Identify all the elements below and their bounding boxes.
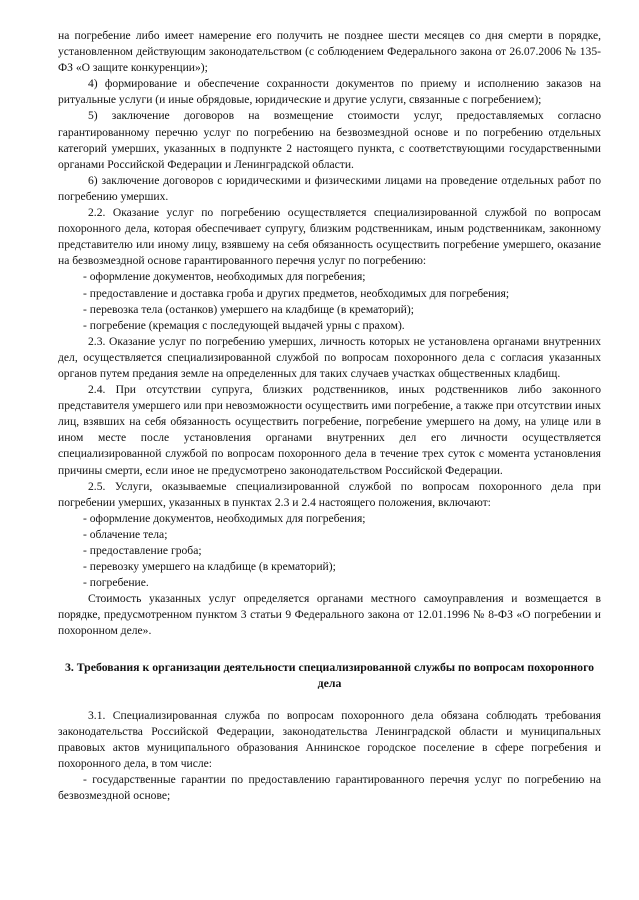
list-item: - перевозку умершего на кладбище (в крематорий);: [83, 560, 336, 574]
paragraph-cost: Стоимость указанных услуг определяется органами местного самоуправления и возмещается в порядке, предусмотренном пунктом 3 статьи 9 Федерального закона от 12.01.1996 № 8-ФЗ «О погребении и похоронном деле».: [58, 592, 601, 638]
paragraph-item-5: 5) заключение договоров на возмещение стоимости услуг, предоставляемых согласно гарантированному перечню услуг по погребению на безвозмездной основе и по погребению отдельных категорий умерших, указанных в подпункте 2 настоящего пункта, с соответствующими государственными органами Российской Федерации и Ленинградской области.: [58, 109, 601, 171]
paragraph-2-5: 2.5. Услуги, оказываемые специализированной службой по вопросам похоронного дела при погребении умерших, указанных в пунктах 2.3 и 2.4 настоящего положения, включают:: [58, 479, 601, 509]
paragraph-2-2: 2.2. Оказание услуг по погребению осуществляется специализированной службой по вопросам похоронного дела, которая обеспечивает супругу, близким родственникам, иным родственникам, законному представителю или иному лицу, взявшему на себя обязанность осуществить погребение умершего, оказание на безвозмездной основе гарантированного перечня услуг по погребению:: [58, 206, 601, 268]
section-3-heading: 3. Требования к организации деятельности специализированной службы по вопросам похоронного дела: [64, 659, 595, 690]
list-item: - погребение.: [83, 576, 149, 590]
list-item: - предоставление гроба;: [83, 544, 202, 557]
list-item: - погребение (кремация с последующей выдачей урны с прахом).: [83, 318, 405, 332]
paragraph-continuation: на погребение либо имеет намерение его получить не позднее шести месяцев со дня смерти в порядке, установленном действующим законодательством (с соблюдением Федерального закона от 26.07.2006 № 135-ФЗ «О защите конкуренции»);: [58, 29, 601, 75]
paragraph-2-3: 2.3. Оказание услуг по погребению умерших, личность которых не установлена органами внутренних дел, осуществляется специализированной службой по вопросам похоронного дела с согласия указанных органов путем предания земле на определенных для таких случаев участках общественных кладбищ.: [58, 334, 601, 380]
list-item: - перевозка тела (останков) умершего на кладбище (в крематорий);: [83, 302, 414, 316]
paragraph-item-4: 4) формирование и обеспечение сохранности документов по приему и исполнению заказов на ритуальные услуги (и иные обрядовые, юридические и другие услуги, связанные с погребением);: [58, 77, 601, 107]
paragraph-3-1: 3.1. Специализированная служба по вопросам похоронного дела обязана соблюдать требования законодательства Российской Федерации, законодательства Ленинградской области и муниципальных правовых актов муниципального образования Аннинское городское поселение в сфере погребения и похоронного дела, в том числе:: [58, 708, 601, 770]
list-item: - облачение тела;: [83, 527, 168, 541]
paragraph-2-4: 2.4. При отсутствии супруга, близких родственников, иных родственников либо законного представителя умершего или при невозможности осуществить ими погребение, а также при отсутствии иных лиц, взявших на себя обязанность осуществить погребение, погребение умершего на дому, на улице или в ином месте после установления органами внутренних дел его личности осуществляется специализированной службой по вопросам похоронного дела в течение трех суток с момента установления причины смерти, если иное не предусмотрено законодательством Российской Федерации.: [58, 383, 601, 477]
list-item: - предоставление и доставка гроба и других предметов, необходимых для погребения;: [83, 286, 510, 300]
list-item: - оформление документов, необходимых для погребения;: [83, 270, 366, 284]
list-item: - государственные гарантии по предоставлению гарантированного перечня услуг по погребению на безвозмездной основе;: [58, 772, 601, 803]
list-item: - оформление документов, необходимых для погребения;: [83, 511, 366, 525]
paragraph-item-6: 6) заключение договоров с юридическими и физическими лицами на проведение отдельных работ по погребению умерших.: [58, 173, 601, 203]
